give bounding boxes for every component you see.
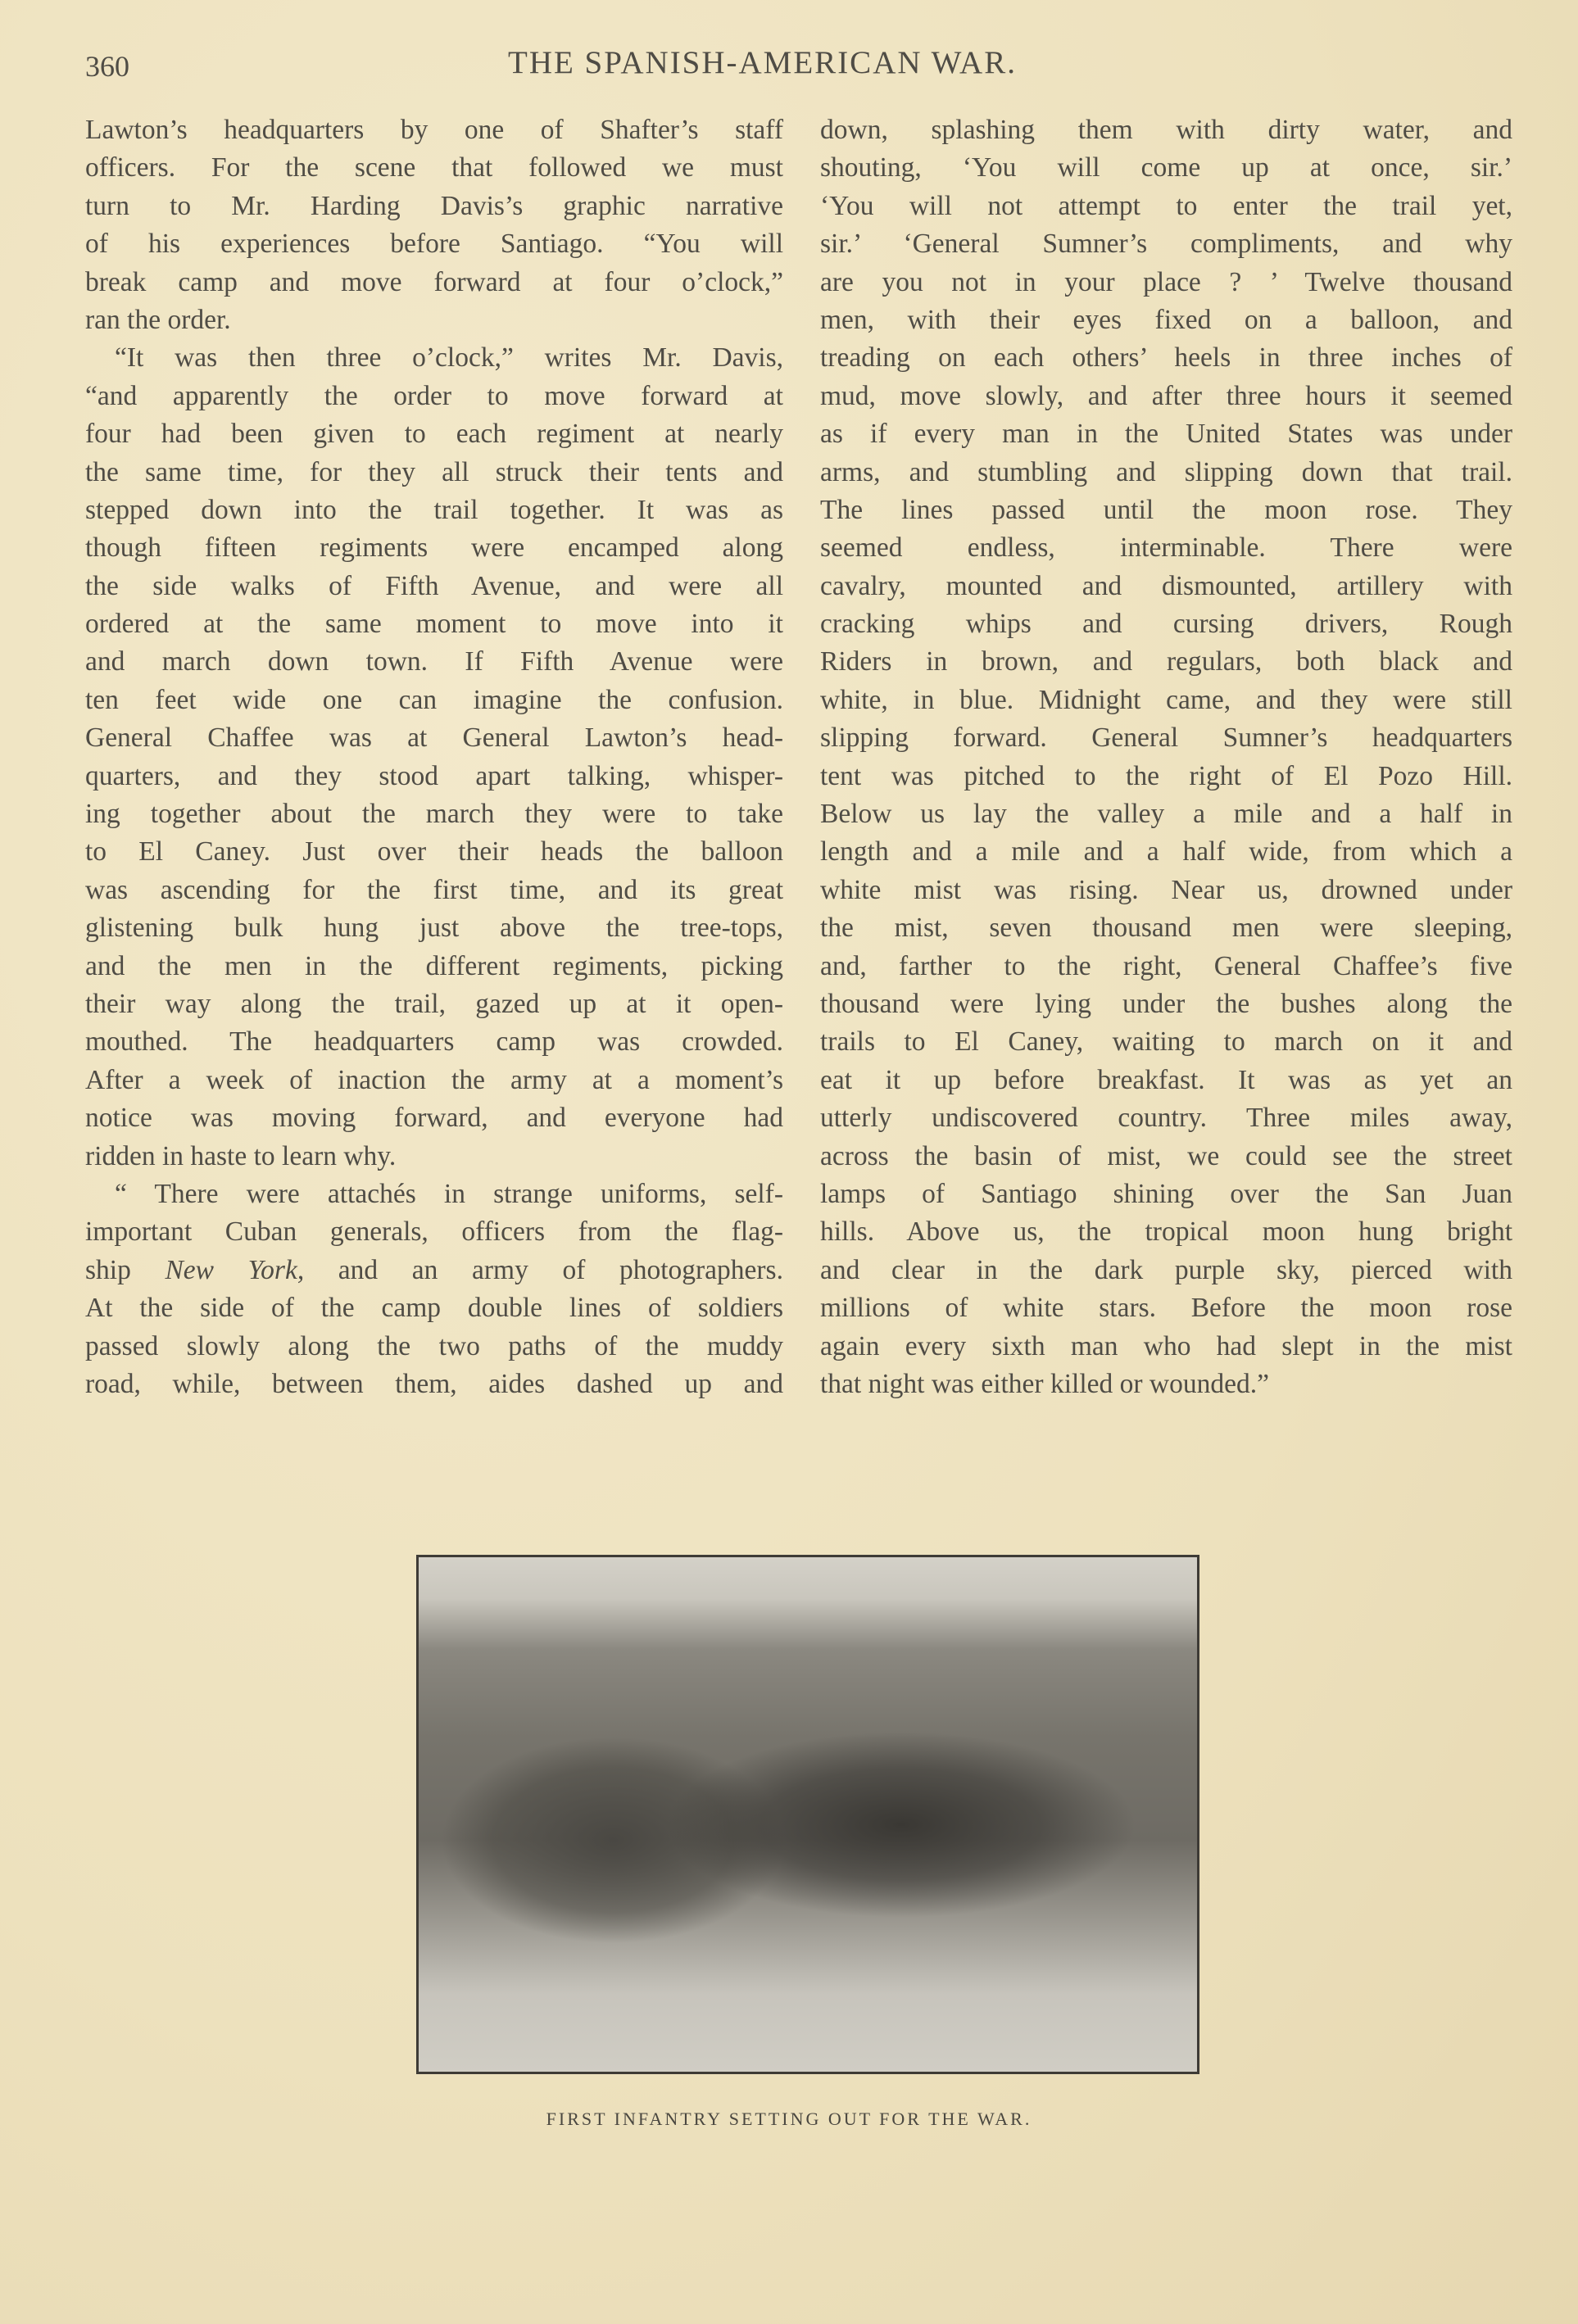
text-line [820,492,1512,529]
text-span: road, while, between them, aides dashed up and [85,1368,783,1399]
text-line [820,378,1512,415]
text-span: the mist, seven thousand men were sleeping, [820,913,1512,944]
text-line [820,1062,1512,1099]
text-span: and, farther to the right, General Chaffee’s five [820,950,1512,981]
text-line [85,758,783,795]
text-line [820,719,1512,757]
text-line [820,568,1512,605]
text-line [820,415,1512,453]
text-span: lamps of Santiago shining over the San Juan [820,1178,1512,1209]
text-span: across the basin of mist, we could see the street [820,1140,1512,1171]
text-line [85,225,783,263]
text-span: slipping forward. General Sumner’s headquarters [820,723,1512,754]
infantry-photograph [416,1555,1199,2074]
text-span: down, splashing them with dirty water, and [820,115,1512,145]
text-span: utterly undiscovered country. Three miles away, [820,1103,1512,1134]
text-line [85,149,783,187]
text-line [85,1366,783,1403]
right-text-column [820,111,1512,1403]
text-span: eat it up before breakfast. It was as yet an [820,1064,1512,1095]
text-line [820,909,1512,947]
text-span: hills. Above us, the tropical moon hung bright [820,1216,1512,1248]
left-text-column [85,111,783,1403]
text-span: and an army of photographers. [304,1254,783,1285]
text-span: ran the order. [85,304,231,335]
text-line [820,1289,1512,1327]
text-span: quarters, and they stood apart talking, whisper- [85,760,783,791]
text-span: millions of white stars. Before the moon rose [820,1293,1512,1324]
text-span: “ There were attachés in strange uniforms, self- [115,1178,783,1209]
text-span: mud, move slowly, and after three hours it seemed [820,380,1512,411]
text-line [85,1023,783,1061]
text-line [820,682,1512,719]
running-title: THE SPANISH-AMERICAN WAR. [508,45,1017,80]
text-span: ing together about the march they were to take [85,799,783,830]
text-line [85,1213,783,1251]
text-span: thousand were lying under the bushes along the [820,988,1512,1019]
text-span: “and apparently the order to move forward at [85,380,783,411]
text-line [820,605,1512,643]
text-span: trails to El Caney, waiting to march on it and [820,1026,1512,1058]
text-line [820,1366,1512,1403]
page-number: 360 [85,50,129,83]
text-span: men, with their eyes fixed on a balloon, and [820,304,1512,335]
text-span: and clear in the dark purple sky, pierced with [820,1254,1512,1285]
text-line [820,225,1512,263]
text-span: stepped down into the trail together. It was as [85,494,783,525]
text-line [85,909,783,947]
text-line [85,1062,783,1099]
text-span: turn to Mr. Harding Davis’s graphic narrative [85,190,783,221]
text-span: cavalry, mounted and dismounted, artillery with [820,570,1512,601]
text-span: shouting, ‘You will come up at once, sir.’ [820,152,1512,183]
text-span: though fifteen regiments were encamped along [85,532,783,564]
text-span: arms, and stumbling and slipping down that trail. [820,456,1512,487]
text-line [820,1213,1512,1251]
text-line [820,833,1512,871]
text-line [85,415,783,453]
italic-title: New York, [165,1254,305,1285]
text-line [820,1138,1512,1176]
text-span: ship [85,1254,166,1285]
text-line [820,264,1512,301]
text-line [85,188,783,225]
text-line [820,795,1512,833]
text-span: Riders in brown, and regulars, both black and [820,646,1512,677]
text-span: and the men in the different regiments, picking [85,950,783,981]
text-span: four had been given to each regiment at nearly [85,419,783,450]
text-span: and march down town. If Fifth Avenue were [85,646,783,677]
text-span: The lines passed until the moon rose. They [820,494,1512,525]
text-line [820,149,1512,187]
text-span: seemed endless, interminable. There were [820,532,1512,564]
text-span: passed slowly along the two paths of the muddy [85,1330,783,1361]
text-line [820,1176,1512,1213]
text-line [820,529,1512,567]
text-span: of his experiences before Santiago. “You will [85,229,783,260]
text-line [820,948,1512,985]
text-span: to El Caney. Just over their heads the balloon [85,836,783,868]
text-span: After a week of inaction the army at a moment’s [85,1064,783,1095]
text-span: again every sixth man who had slept in the mist [820,1330,1512,1361]
text-span: “It was then three o’clock,” writes Mr. Davis, [115,342,783,374]
text-span: white, in blue. Midnight came, and they were still [820,684,1512,715]
text-span: treading on each others’ heels in three inches of [820,342,1512,374]
text-span: are you not in your place ? ’ Twelve thousand [820,266,1512,297]
text-line [85,1138,783,1176]
text-span: officers. For the scene that followed we must [85,152,783,183]
text-line [820,111,1512,149]
text-line [820,188,1512,225]
text-line [85,1328,783,1366]
text-line [820,1023,1512,1061]
text-span: sir.’ ‘General Sumner’s compliments, and why [820,229,1512,260]
text-line [85,1252,783,1289]
text-span: ordered at the same moment to move into it [85,609,783,640]
text-line [85,605,783,643]
text-line [85,264,783,301]
text-line [85,795,783,833]
text-span: their way along the trail, gazed up at it open- [85,988,783,1019]
text-span: General Chaffee was at General Lawton’s head- [85,723,783,754]
text-line [820,301,1512,339]
text-line [85,1289,783,1327]
text-span: ten feet wide one can imagine the confusion. [85,684,783,715]
text-line [85,301,783,339]
text-line [85,643,783,681]
text-line [85,833,783,871]
text-span: Below us lay the valley a mile and a half in [820,799,1512,830]
text-line [85,454,783,492]
text-line [820,643,1512,681]
text-span: cracking whips and cursing drivers, Rough [820,609,1512,640]
text-line [85,1176,783,1213]
text-span: was ascending for the first time, and its great [85,874,783,905]
text-line [85,378,783,415]
text-line [85,985,783,1023]
text-line [820,758,1512,795]
text-span: notice was moving forward, and everyone had [85,1103,783,1134]
text-span: break camp and move forward at four o’clock,” [85,266,783,297]
text-line [85,568,783,605]
text-line [85,1099,783,1137]
text-line [85,719,783,757]
text-span: tent was pitched to the right of El Pozo Hill. [820,760,1512,791]
text-span: white mist was rising. Near us, drowned under [820,874,1512,905]
text-line [85,111,783,149]
text-span: that night was either killed or wounded.” [820,1368,1269,1399]
text-span: At the side of the camp double lines of soldiers [85,1293,783,1324]
text-line [820,872,1512,909]
text-line [85,872,783,909]
text-span: important Cuban generals, officers from the flag- [85,1216,783,1248]
text-line [85,682,783,719]
text-span: ‘You will not attempt to enter the trail yet, [820,190,1512,221]
text-span: the same time, for they all struck their tents and [85,456,783,487]
text-span: ridden in haste to learn why. [85,1140,397,1171]
figure-caption: FIRST INFANTRY SETTING OUT FOR THE WAR. [546,2109,1032,2129]
text-span: length and a mile and a half wide, from which a [820,836,1512,868]
text-line [820,339,1512,377]
text-line [820,454,1512,492]
text-line [820,1099,1512,1137]
text-line [85,492,783,529]
text-line [85,948,783,985]
text-span: glistening bulk hung just above the tree-tops, [85,913,783,944]
text-line [820,1252,1512,1289]
text-span: Lawton’s headquarters by one of Shafter’s staff [85,115,783,145]
text-line [820,985,1512,1023]
text-span: mouthed. The headquarters camp was crowded. [85,1026,783,1058]
text-line [820,1328,1512,1366]
text-line [85,529,783,567]
text-span: the side walks of Fifth Avenue, and were all [85,570,783,601]
text-span: as if every man in the United States was under [820,419,1512,450]
text-line [85,339,783,377]
